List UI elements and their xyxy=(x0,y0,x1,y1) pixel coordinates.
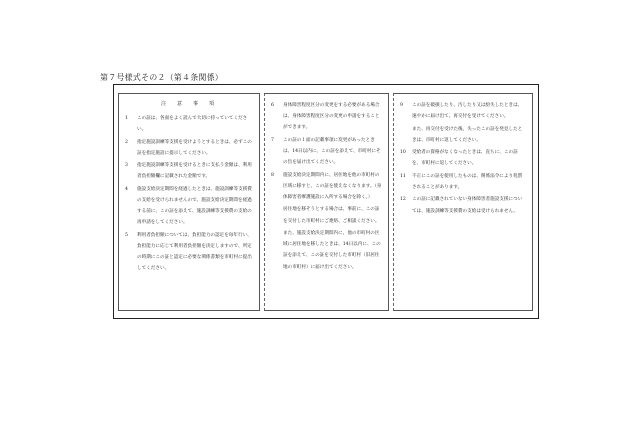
notice-list-3 xyxy=(400,100,526,217)
notice-item xyxy=(400,194,526,216)
notice-item xyxy=(400,171,526,193)
notice-heading: 注 意 事 項 xyxy=(160,101,217,107)
notice-item xyxy=(125,184,253,229)
notice-item xyxy=(125,160,253,182)
notice-column-1 xyxy=(118,93,260,311)
notice-item-text: 利用者負担額については、負担能力の認定を毎年行い、負担能力に応じて利用者負担額を決定しますので、所定の時期にこの証と認定に必要な関係書類を市町村に提出してください。 xyxy=(137,232,252,272)
notice-item-number xyxy=(271,204,283,226)
notice-item-number: 4 xyxy=(125,186,128,192)
notice-item-text: 指定施設訓練等支援を受けるときに支払う金額は、利用者負担額欄に記載された金額です。 xyxy=(137,163,252,180)
column-2-content xyxy=(265,94,388,273)
notice-item-text: 指定施設訓練等支援を受けようとするときは、必ずこの証を指定施設に提示してください。 xyxy=(137,139,252,156)
notice-item-text: この証に記載されていない身体障害者施設支援については、施設訓練等支援費の支給は受けられません。 xyxy=(412,197,523,214)
notice-item-text: また、再交付を受けた後、失ったこの証を発見したときは、市町村に返してください。 xyxy=(412,126,523,143)
notice-item-text: また、施設支給決定期間内に、他の市町村の区域に居住地を移したときは、14日以内に、この証を添えて、この証を交付した市町村（旧居住地の市町村）に届け出てください。 xyxy=(283,230,381,270)
notice-item-text: 受給者の資格がなくなったときは、直ちに、この証を、市町村に返してください。 xyxy=(412,150,518,167)
notice-column-2 xyxy=(264,93,389,311)
notice-item-text: 居住地を移そうとする場合は、事前に、この証を交付した市町村にご連絡、ご相談ください。 xyxy=(283,207,380,224)
form-title: 第７号様式その２（第４条関係） xyxy=(100,73,223,82)
notice-item-text: 施設支給決定期間を経過したときは、施設訓練等支援費の支給を受けられませんので、施設支給決定期間を経過する前に、この証を添えて、施設訓練等支援費の支給の再申請をしてください。 xyxy=(137,186,252,226)
notice-item-number: 12 xyxy=(400,197,406,203)
notice-item xyxy=(271,100,382,134)
column-1-content xyxy=(119,94,259,275)
notice-card xyxy=(113,84,539,319)
notice-item-number: 2 xyxy=(125,139,128,145)
column-3-content xyxy=(394,94,532,217)
notice-item-number: 6 xyxy=(271,103,274,108)
notice-item xyxy=(400,100,526,122)
notice-item-number xyxy=(400,124,412,146)
notice-item-number: 9 xyxy=(400,103,403,108)
notice-item-text: この証は、各面をよく読んで大切に持っていてください。 xyxy=(137,116,248,133)
notice-item xyxy=(271,204,382,226)
notice-item-number: 7 xyxy=(271,137,274,143)
notice-item-text: 施設支給決定期間内に、居住地を他の市町村の区域に移すと、この証を使えなくなります。（身体障害者療護施設に入所する場合を除く。） xyxy=(283,172,382,200)
notice-item xyxy=(271,135,382,169)
notice-column-3 xyxy=(393,93,533,311)
notice-list-2 xyxy=(271,100,382,273)
notice-item xyxy=(271,170,382,204)
notice-item-number xyxy=(271,228,283,273)
notice-item xyxy=(271,228,382,273)
notice-item-text: 不正にこの証を使用したものは、関係法令により処罰されることがあります。 xyxy=(412,173,523,190)
notice-item-number: 1 xyxy=(125,116,128,121)
notice-item xyxy=(400,147,526,169)
notice-item-number: 8 xyxy=(271,172,274,178)
notice-item xyxy=(125,137,253,159)
notice-item xyxy=(125,113,253,135)
notice-item xyxy=(400,124,526,146)
notice-item-number: 10 xyxy=(400,150,406,156)
notice-item-text: この証の１面の記載事項に変更があったときは、14日以内に、この証を添えて、市町村にその旨を届け出てください。 xyxy=(283,137,381,166)
notice-item-text: 身体障害程度区分の変更をする必要がある場合は、身体障害程度区分の変更の申請をすることができます。 xyxy=(283,103,380,131)
notice-item-number: 3 xyxy=(125,163,128,169)
notice-item-number: 5 xyxy=(125,232,128,238)
notice-item xyxy=(125,230,253,275)
notice-item-number: 11 xyxy=(400,173,406,179)
notice-list-1 xyxy=(125,113,253,275)
notice-item-text: この証を破損したり、汚したり又は紛失したときは、速やかに届け出て、再交付を受けてください。 xyxy=(412,103,523,120)
